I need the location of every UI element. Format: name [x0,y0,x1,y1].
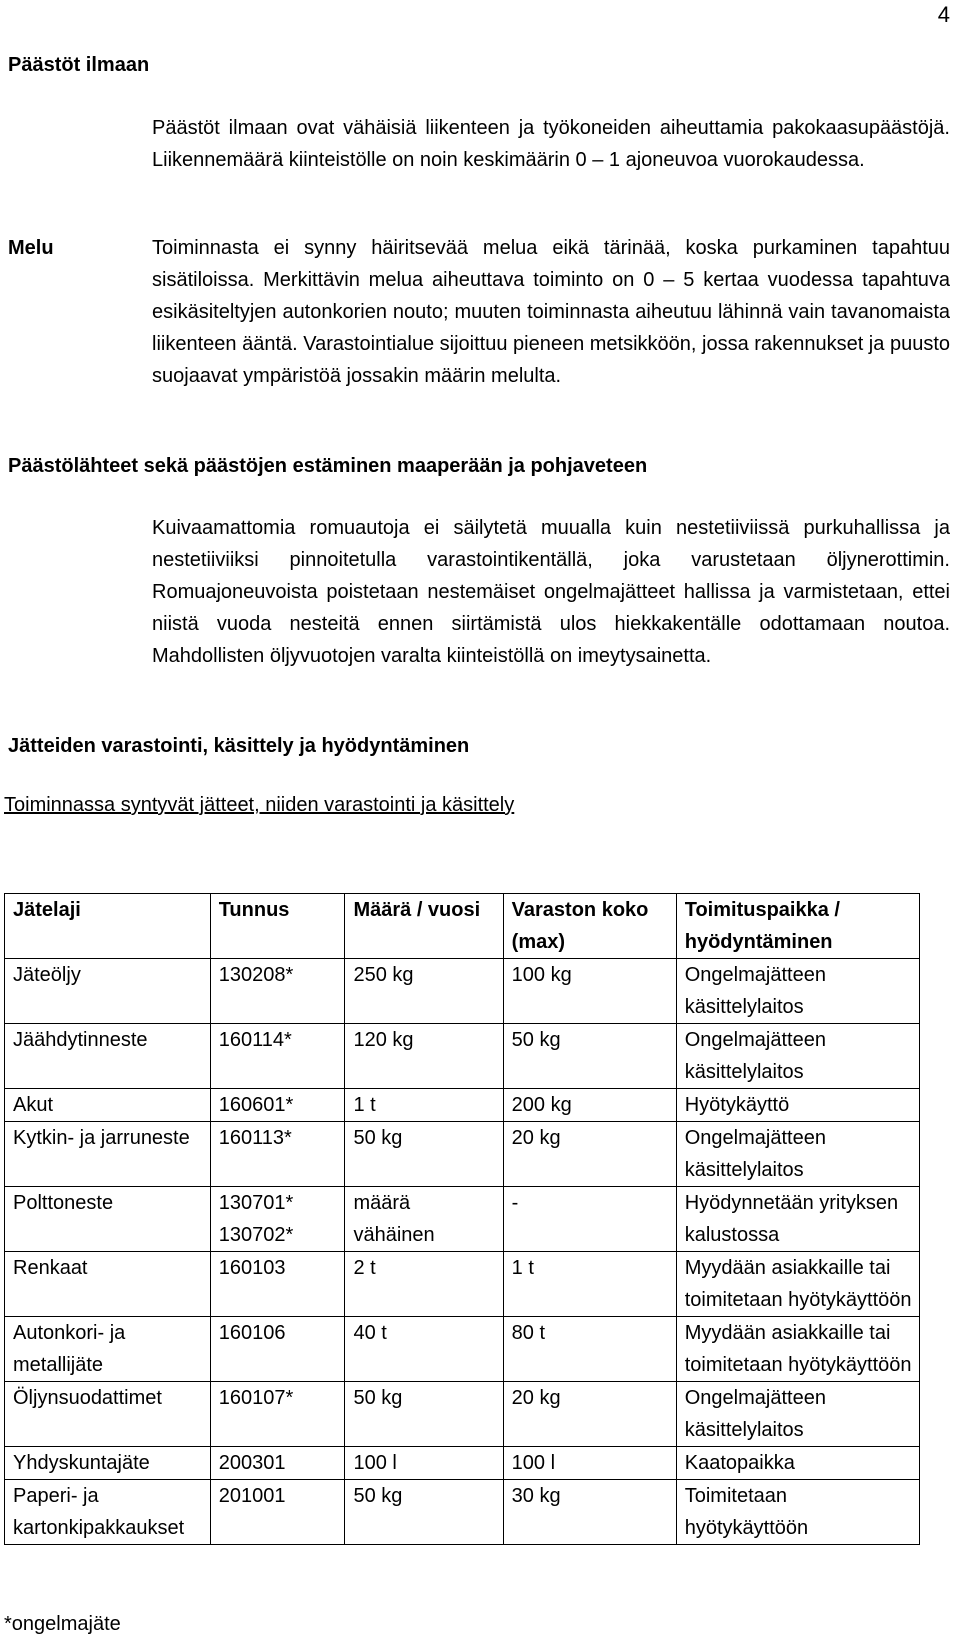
table-cell: Jäähdytinneste [5,1024,211,1089]
table-row [5,1122,920,1187]
table-cell: 20 kg [503,1122,676,1187]
table-cell: 1 t [503,1252,676,1317]
column-header: Tunnus [210,894,345,959]
paragraph-noise: Toiminnasta ei synny häiritsevää melua eikä tärinää, koska purkaminen tapahtuu sisätiloissa. Merkittävin melua aiheuttava toiminto on 0 – 5 kertaa vuodessa tapahtuva esikäsiteltyjen autonkorien nouto; muuten toiminnasta aiheutuu lähinnä vain tavanomaista liikenteen ääntä. Varastointialue sijoittuu pieneen metsikköön, jossa rakennukset ja puusto suojaavat ympäristöä jossakin määrin melulta. [152,237,950,387]
table-cell: Kytkin- ja jarruneste [5,1122,211,1187]
table-cell: Kaatopaikka [676,1447,919,1480]
table-cell: Renkaat [5,1252,211,1317]
column-header: Toimituspaikka / hyödyntäminen [676,894,919,959]
table-cell: 130208* [210,959,345,1024]
table-cell: Hyödynnetään yrityksen kalustossa [676,1187,919,1252]
table-cell: 100 kg [503,959,676,1024]
table-cell: 120 kg [345,1024,503,1089]
table-row [5,1382,920,1447]
table-cell: Ongelmajätteen käsittelylaitos [676,1382,919,1447]
table-cell: 50 kg [345,1480,503,1545]
table-cell: Myydään asiakkaille tai toimitetaan hyötykäyttöön [676,1252,919,1317]
table-header-row [5,894,920,959]
table-cell: 50 kg [503,1024,676,1089]
section-heading-air: Päästöt ilmaan [8,54,150,76]
table-cell: Autonkori- ja metallijäte [5,1317,211,1382]
table-cell: 50 kg [345,1382,503,1447]
table-cell: Paperi- ja kartonkipakkaukset [5,1480,211,1545]
table-row [5,1447,920,1480]
table-cell: 100 l [503,1447,676,1480]
waste-table [4,893,920,1545]
table-cell: 20 kg [503,1382,676,1447]
table-cell: Polttoneste [5,1187,211,1252]
table-cell: Öljynsuodattimet [5,1382,211,1447]
table-cell: 160103 [210,1252,345,1317]
column-header: Jätelaji [5,894,211,959]
table-row [5,1024,920,1089]
page-number: 4 [937,2,950,27]
table-cell: 160601* [210,1089,345,1122]
table-cell: 200 kg [503,1089,676,1122]
table-cell: 160107* [210,1382,345,1447]
column-header: Varaston koko (max) [503,894,676,959]
table-cell: 160113* [210,1122,345,1187]
paragraph-air: Päästöt ilmaan ovat vähäisiä liikenteen ja työkoneiden aiheuttamia pakokaasupäästöjä. Liikennemäärä kiinteistölle on noin keskimäärin 0 – 1 ajoneuvoa vuorokaudessa. [152,117,950,171]
table-cell: Hyötykäyttö [676,1089,919,1122]
table-cell: 40 t [345,1317,503,1382]
table-cell: Jäteöljy [5,959,211,1024]
table-row [5,959,920,1024]
table-row [5,1252,920,1317]
footnote: *ongelmajäte [4,1613,121,1635]
table-cell: 201001 [210,1480,345,1545]
section-heading-soil: Päästölähteet sekä päästöjen estäminen maaperään ja pohjaveteen [8,455,648,477]
table-row [5,1187,920,1252]
table-cell: 200301 [210,1447,345,1480]
table-cell: 1 t [345,1089,503,1122]
table-cell: - [503,1187,676,1252]
table-cell: Ongelmajätteen käsittelylaitos [676,1122,919,1187]
table-cell: Yhdyskuntajäte [5,1447,211,1480]
section-subheading-waste: Toiminnassa syntyvät jätteet, niiden varastointi ja käsittely [4,794,515,816]
table-cell: 160106 [210,1317,345,1382]
paragraph-soil: Kuivaamattomia romuautoja ei säilytetä muualla kuin nestetiiviissä purkuhallissa ja nestetiiviiksi pinnoitetulla varastointikentällä, joka varustetaan öljynerottimin. Romuajoneuvoista poistetaan nestemäiset ongelmajätteet hallissa ja varmistetaan, ettei niistä vuoda nesteitä ennen siirtämistä ulos hiekkakentälle odottamaan noutoa. Mahdollisten öljyvuotojen varalta kiinteistöllä on imeytysainetta. [152,517,950,667]
table-cell: Akut [5,1089,211,1122]
table-cell: 100 l [345,1447,503,1480]
table-row [5,1317,920,1382]
table-cell: 250 kg [345,959,503,1024]
table-cell: Toimitetaan hyötykäyttöön [676,1480,919,1545]
table-cell: 80 t [503,1317,676,1382]
table-row [5,1480,920,1545]
table-cell: 160114* [210,1024,345,1089]
table-cell: määrä vähäinen [345,1187,503,1252]
column-header: Määrä / vuosi [345,894,503,959]
table-cell: 50 kg [345,1122,503,1187]
table-cell: Myydään asiakkaille tai toimitetaan hyötykäyttöön [676,1317,919,1382]
table-row [5,1089,920,1122]
table-cell: 2 t [345,1252,503,1317]
table-cell: 30 kg [503,1480,676,1545]
table-cell: Ongelmajätteen käsittelylaitos [676,1024,919,1089]
table-cell: Ongelmajätteen käsittelylaitos [676,959,919,1024]
table-cell: 130701* 130702* [210,1187,345,1252]
section-heading-waste: Jätteiden varastointi, käsittely ja hyödyntäminen [8,735,470,757]
section-label-noise: Melu [8,237,54,259]
